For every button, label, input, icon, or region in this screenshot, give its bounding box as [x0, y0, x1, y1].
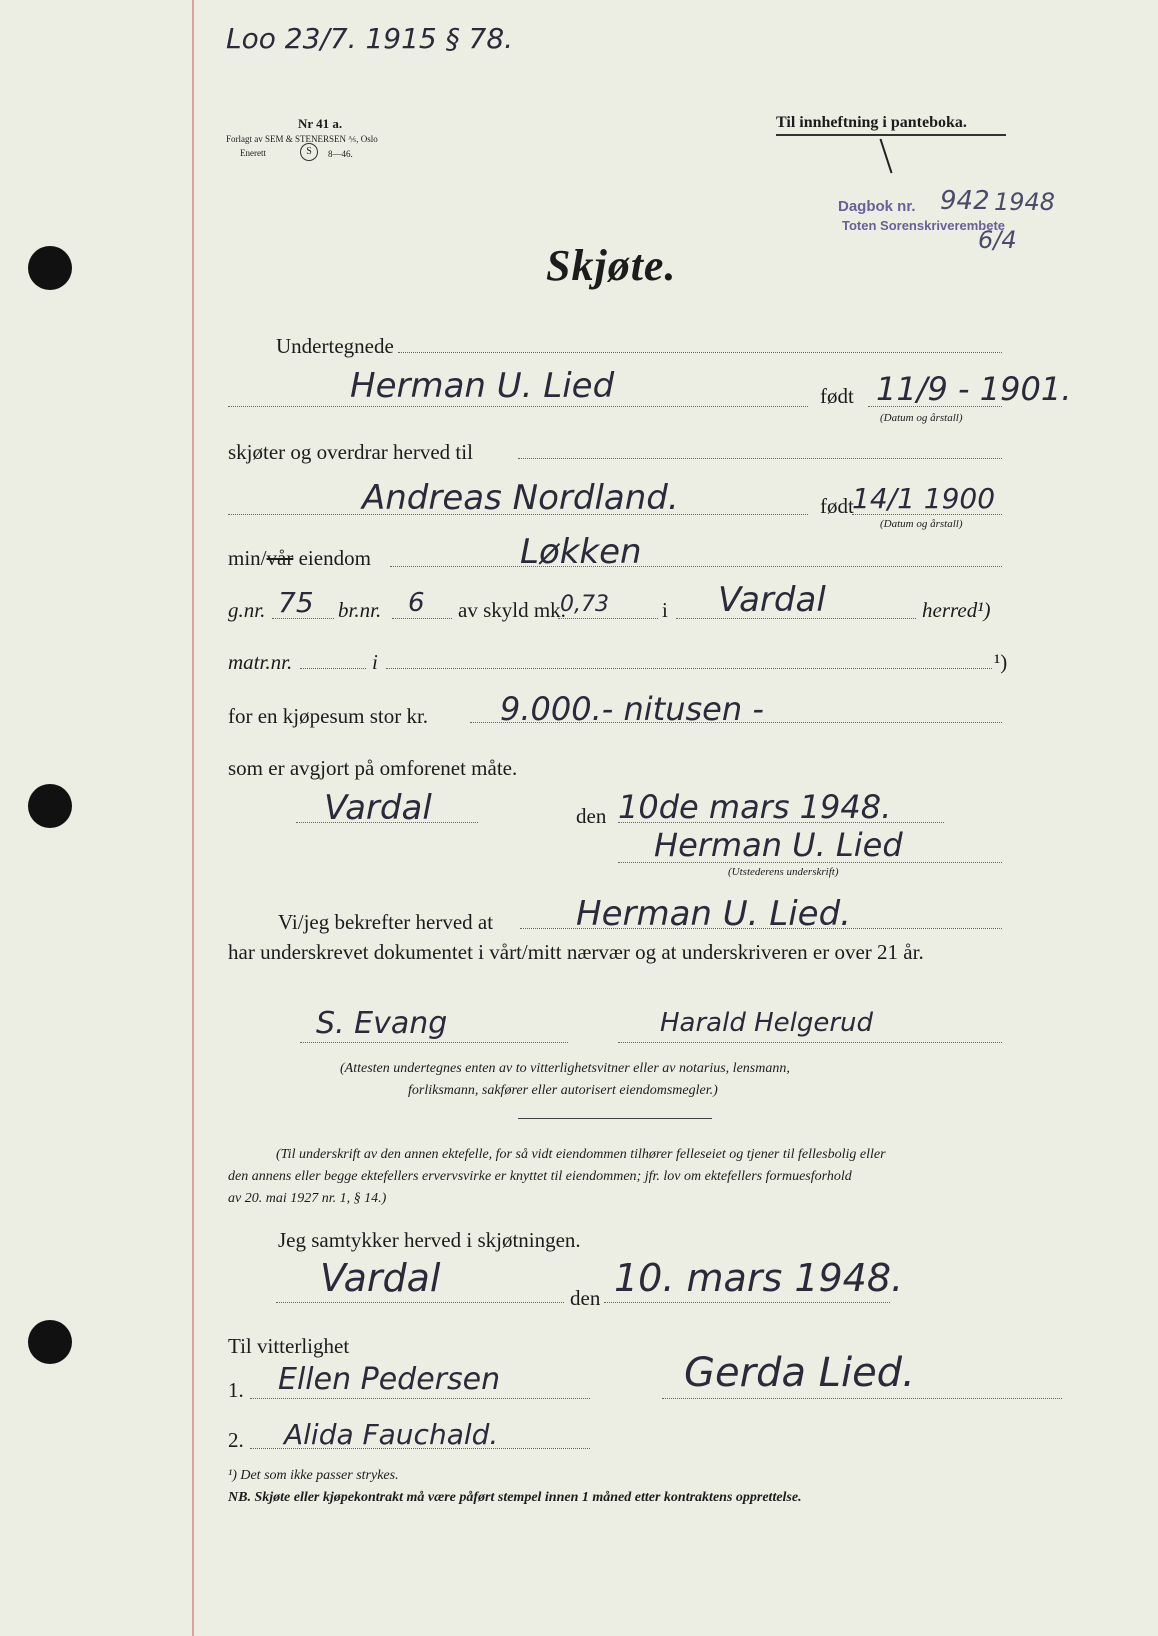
stamp-number: 942 [940, 186, 990, 216]
property-name: Løkken [520, 532, 642, 572]
witness-2-line [250, 1448, 590, 1449]
sign-place: Vardal [324, 788, 432, 828]
sign-den-label: den [576, 804, 607, 828]
property-label-min: min/ [228, 546, 267, 570]
gnr-label: g.nr. [228, 598, 266, 622]
buyer-name: Andreas Nordland. [362, 478, 679, 518]
seller-birthdate: 11/9 - 1901. [876, 370, 1072, 408]
seller-name: Herman U. Lied [350, 366, 615, 406]
stamp-dagbok-label: Dagbok nr. [838, 198, 916, 215]
seller-born-line [868, 406, 1002, 407]
spouse-date-line [604, 1302, 890, 1303]
seller-signature: Herman U. Lied [654, 826, 903, 864]
spouse-date: 10. mars 1948. [614, 1256, 904, 1300]
witness-1-number: 1. [228, 1378, 244, 1402]
herred-i-label: i [662, 598, 668, 622]
price-line [470, 722, 1002, 723]
witness-one-line [300, 1042, 568, 1043]
buyer-line [228, 514, 808, 515]
property-label [228, 546, 371, 571]
document-title: Skjøte. [546, 241, 677, 290]
sign-date: 10de mars 1948. [618, 788, 892, 826]
handwritten-tick [879, 139, 892, 174]
seller-fodt-label: født [820, 384, 854, 408]
herred-label: herred¹) [922, 598, 991, 622]
punch-hole-top [28, 246, 72, 290]
attest-note-line1: (Attesten undertegnes enten av to vitterlighetsvitner eller av notarius, lensmann, [340, 1061, 790, 1076]
property-label-eiendom: eiendom [293, 546, 371, 570]
skyld-value: 0,73 [560, 592, 609, 617]
witness-label: Til vitterlighet [228, 1334, 350, 1358]
punch-hole-bottom [28, 1320, 72, 1364]
buyer-born-line [852, 514, 1002, 515]
margin-rule [192, 0, 194, 1636]
witness-two-signature: Harald Helgerud [660, 1008, 874, 1038]
price-label: for en kjøpesum stor kr. [228, 704, 429, 728]
property-label-struck: vår [266, 546, 294, 570]
matr-line [300, 668, 366, 669]
footnote-1: ¹) Det som ikke passer strykes. [228, 1468, 399, 1483]
herred-line [676, 618, 916, 619]
witness-one-signature: S. Evang [316, 1006, 448, 1041]
seller-datum-hint: (Datum og årstall) [880, 412, 963, 424]
form-publisher: Forlagt av SEM & STENERSEN ⅍, Oslo [226, 134, 378, 144]
transfer-line [518, 458, 1002, 459]
publisher-logo-icon: S [300, 143, 318, 161]
spouse-signature: Gerda Lied. [684, 1350, 915, 1396]
header-underline [776, 134, 1006, 136]
footnote-nb: NB. Skjøte eller kjøpekontrakt må være påført stempel innen 1 måned etter kontraktens opprettelse. [228, 1490, 802, 1505]
spouse-den-label: den [570, 1286, 601, 1310]
matr-label: matr.nr. [228, 650, 293, 674]
witness-two-line [618, 1042, 1002, 1043]
buyer-fodt-label: født [820, 494, 854, 518]
undertegnede-line [398, 352, 1002, 353]
section-divider [518, 1118, 712, 1119]
sign-date-line [618, 822, 944, 823]
seller-line [228, 406, 808, 407]
stamp-date: 6/4 [978, 226, 1017, 254]
attest-name: Herman U. Lied. [576, 894, 851, 934]
brnr-line [392, 618, 452, 619]
attest-line [520, 928, 1002, 929]
skyld-label: av skyld mk. [458, 598, 566, 622]
buyer-datum-hint: (Datum og årstall) [880, 518, 963, 530]
stamp-year: 1948 [994, 188, 1056, 216]
transfer-label: skjøter og overdrar herved til [228, 440, 473, 464]
gnr-line [272, 618, 334, 619]
gnr-value: 75 [278, 586, 314, 619]
stamp-office: Toten Sorenskriverembete [842, 218, 1006, 233]
form-number: Nr 41 a. [298, 116, 343, 131]
spouse-note-line2: den annens eller begge ektefellers ervervsvirke er knyttet til eiendommen; jfr. lov om ektefellers formuesforhold [228, 1169, 852, 1184]
spouse-place-line [276, 1302, 564, 1303]
matr-place-line [386, 668, 992, 669]
witness-1-line [250, 1398, 590, 1399]
matr-end-label: ¹) [994, 650, 1008, 674]
sign-place-line [296, 822, 478, 823]
spouse-note-line3: av 20. mai 1927 nr. 1, § 14.) [228, 1191, 387, 1206]
witness-1-signature: Ellen Pedersen [278, 1362, 501, 1397]
settled-label: som er avgjort på omforenet måte. [228, 756, 518, 780]
attest-label: Vi/jeg bekrefter herved at [278, 910, 494, 934]
matr-i-label: i [372, 650, 378, 674]
spouse-signature-line [662, 1398, 1062, 1399]
buyer-birthdate: 14/1 1900 [852, 482, 996, 515]
undertegnede-label: Undertegnede [276, 334, 394, 358]
punch-hole-middle [28, 784, 72, 828]
header-panteboka: Til innheftning i panteboka. [776, 114, 967, 131]
form-rights: Enerett [240, 148, 266, 158]
skyld-line [558, 618, 658, 619]
form-date: 8—46. [328, 149, 353, 159]
spouse-place: Vardal [320, 1256, 441, 1300]
witness-2-signature: Alida Fauchald. [284, 1418, 499, 1451]
attest-note-line2: forliksmann, sakfører eller autorisert eiendomsmegler.) [408, 1083, 718, 1098]
herred-value: Vardal [718, 580, 826, 620]
price-value: 9.000.- nitusen - [500, 690, 764, 728]
brnr-label: br.nr. [338, 598, 382, 622]
spouse-consent: Jeg samtykker herved i skjøtningen. [278, 1228, 581, 1252]
witness-2-number: 2. [228, 1428, 244, 1452]
spouse-note-line1: (Til underskrift av den annen ektefelle, for så vidt eiendommen tilhører felleseiet og tjener til fellesbolig eller [276, 1147, 886, 1162]
seller-signature-line [618, 862, 1002, 863]
attest-text: har underskrevet dokumentet i vårt/mitt nærvær og at underskriveren er over 21 år. [228, 940, 924, 964]
top-handwritten-note: Loo 23/7. 1915 § 78. [226, 22, 514, 55]
property-line [390, 566, 1002, 567]
seller-signature-hint: (Utstederens underskrift) [728, 866, 839, 878]
brnr-value: 6 [408, 588, 425, 618]
